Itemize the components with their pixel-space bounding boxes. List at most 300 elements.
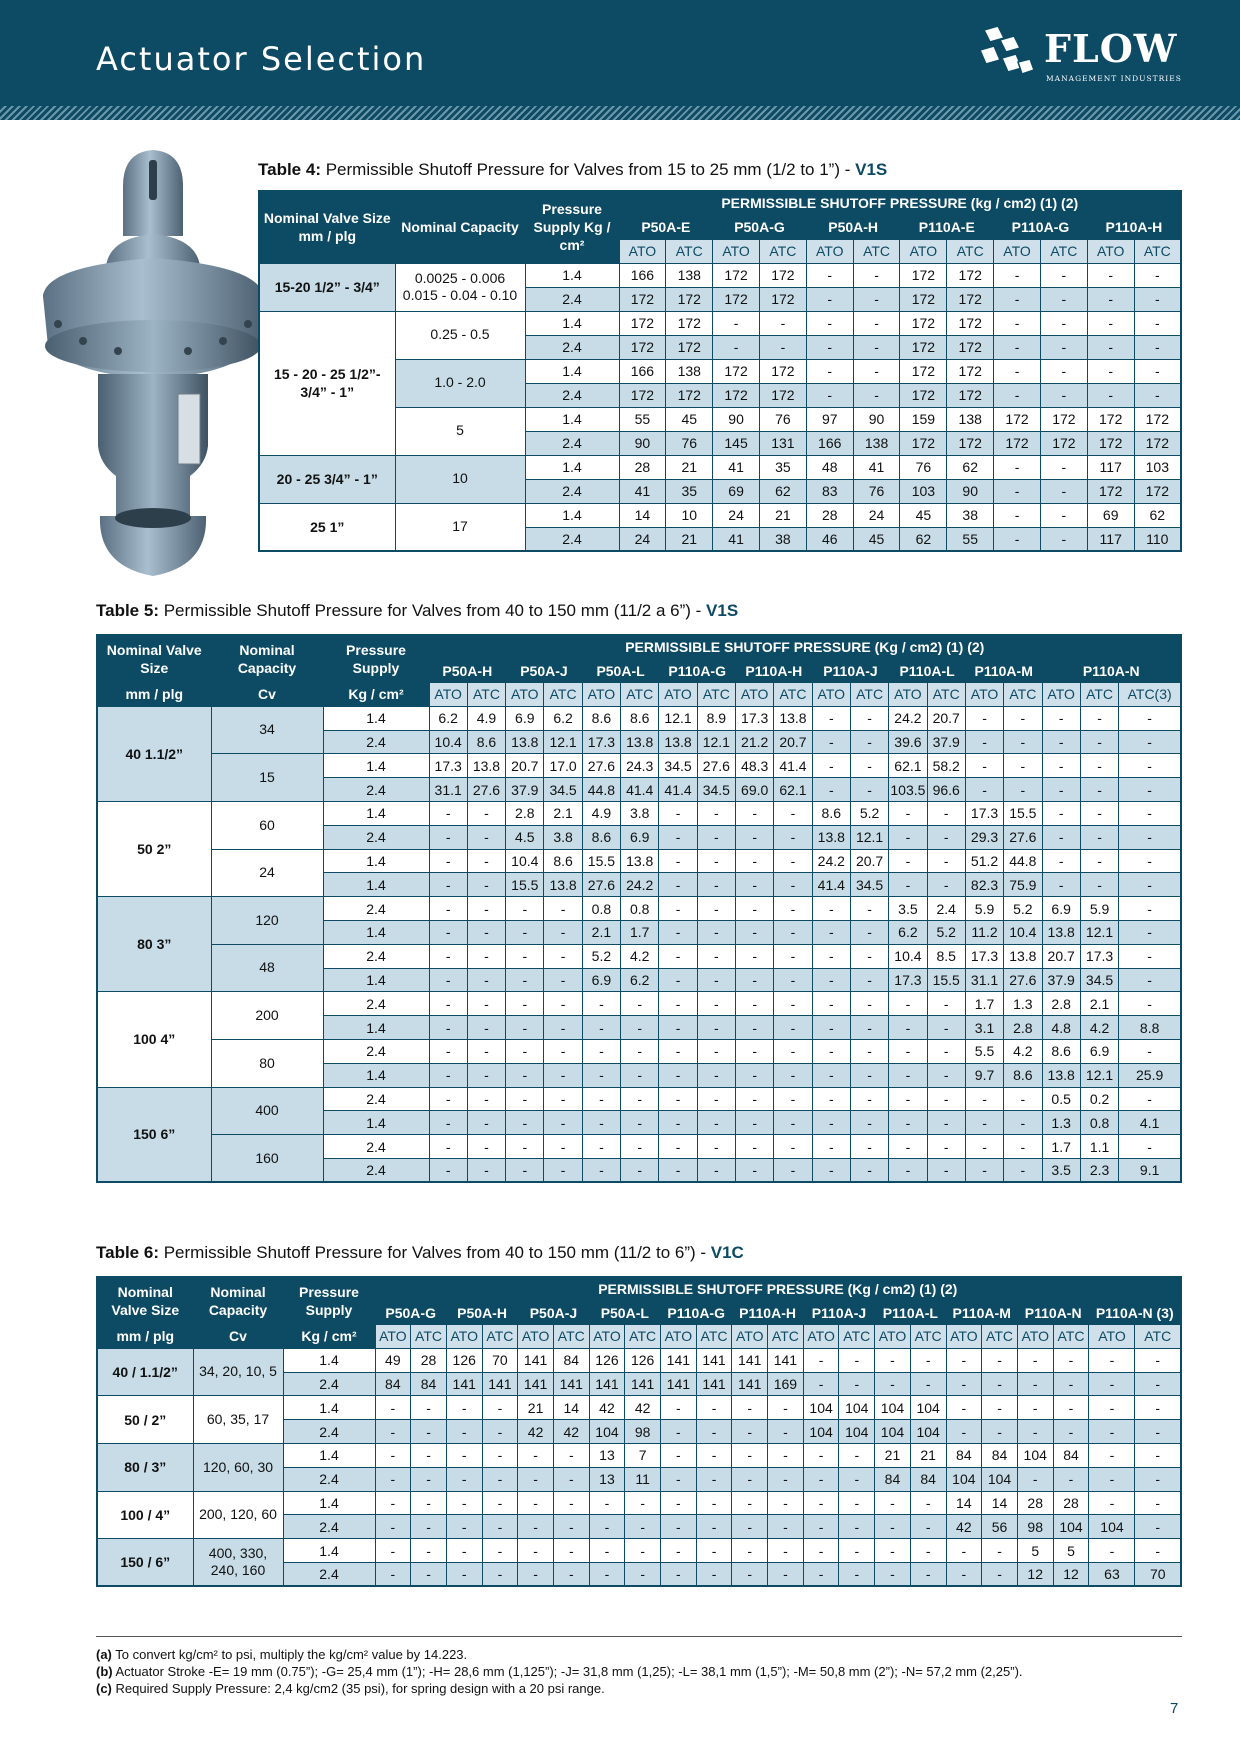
- value-cell: -: [1119, 849, 1181, 873]
- value-cell: -: [1087, 383, 1134, 407]
- value-cell: -: [1042, 802, 1080, 826]
- size-cell: 100 4”: [97, 992, 211, 1087]
- capacity-cell: 0.25 - 0.5: [395, 311, 525, 359]
- value-cell: 138: [666, 263, 713, 287]
- value-cell: 10.4: [506, 849, 544, 873]
- value-cell: -: [659, 944, 697, 968]
- supply-cell: 1.4: [283, 1539, 375, 1563]
- value-cell: -: [467, 1111, 505, 1135]
- value-cell: 5.9: [965, 897, 1003, 921]
- value-cell: -: [736, 1135, 774, 1159]
- value-cell: -: [994, 383, 1041, 407]
- value-cell: -: [875, 1348, 911, 1372]
- value-cell: -: [1017, 1348, 1053, 1372]
- value-cell: -: [518, 1444, 554, 1468]
- value-cell: 172: [666, 383, 713, 407]
- value-cell: -: [375, 1515, 411, 1539]
- value-cell: 20.7: [927, 706, 965, 730]
- value-cell: -: [768, 1515, 804, 1539]
- value-cell: 8.6: [1004, 1063, 1042, 1087]
- value-cell: 0.8: [582, 897, 620, 921]
- value-cell: -: [659, 1040, 697, 1064]
- value-cell: -: [774, 921, 812, 945]
- value-cell: 12.1: [1080, 1063, 1118, 1087]
- value-cell: 103: [900, 479, 947, 503]
- col-size-header: Nominal Valve Size: [97, 635, 211, 683]
- value-cell: -: [1042, 754, 1080, 778]
- value-cell: -: [1004, 778, 1042, 802]
- value-cell: 5: [1053, 1539, 1089, 1563]
- value-cell: 45: [666, 407, 713, 431]
- table-row: [97, 944, 1181, 968]
- capacity-cell: 120: [211, 897, 323, 945]
- model-header: P50A-J: [506, 659, 583, 683]
- value-cell: -: [553, 1444, 589, 1468]
- value-cell: 62.1: [774, 778, 812, 802]
- action-header: ATO: [506, 683, 544, 707]
- supply-cell: 2.4: [525, 479, 619, 503]
- value-cell: 12: [1053, 1563, 1089, 1587]
- supply-cell: 1.4: [323, 921, 429, 945]
- value-cell: 172: [947, 287, 994, 311]
- value-cell: -: [774, 825, 812, 849]
- value-cell: 8.8: [1119, 1016, 1181, 1040]
- value-cell: -: [982, 1420, 1018, 1444]
- value-cell: -: [506, 1135, 544, 1159]
- value-cell: 172: [947, 335, 994, 359]
- value-cell: -: [768, 1539, 804, 1563]
- capacity-cell: 17: [395, 503, 525, 551]
- value-cell: -: [429, 897, 467, 921]
- value-cell: -: [697, 944, 735, 968]
- value-cell: -: [697, 825, 735, 849]
- value-cell: -: [1089, 1348, 1135, 1372]
- value-cell: 62: [1134, 503, 1181, 527]
- supply-cell: 1.4: [323, 849, 429, 873]
- action-header: ATC: [625, 1325, 661, 1349]
- value-cell: -: [850, 778, 888, 802]
- capacity-cell: 80: [211, 1040, 323, 1088]
- value-cell: -: [1134, 287, 1181, 311]
- page-number: 7: [1170, 1700, 1179, 1717]
- supply-cell: 2.4: [283, 1372, 375, 1396]
- value-cell: 141: [661, 1348, 697, 1372]
- value-cell: 41: [619, 479, 666, 503]
- supply-cell: 2.4: [525, 383, 619, 407]
- value-cell: 21: [518, 1396, 554, 1420]
- action-header: ATO: [659, 683, 697, 707]
- table4-caption: Table 4: Permissible Shutoff Pressure for Valves from 15 to 25 mm (1/2 to 1”) - V1S: [258, 160, 888, 179]
- value-cell: 2.3: [1080, 1159, 1118, 1183]
- value-cell: -: [1017, 1420, 1053, 1444]
- value-cell: -: [1040, 335, 1087, 359]
- value-cell: -: [736, 825, 774, 849]
- value-cell: -: [411, 1563, 447, 1587]
- size-cell: 80 3”: [97, 897, 211, 992]
- value-cell: -: [1053, 1348, 1089, 1372]
- value-cell: 13.8: [544, 873, 582, 897]
- pressure-group-header: PERMISSIBLE SHUTOFF PRESSURE (Kg / cm2) (1) (2): [429, 635, 1181, 659]
- value-cell: 41.4: [621, 778, 659, 802]
- value-cell: 28: [806, 503, 853, 527]
- action-header: ATC: [544, 683, 582, 707]
- capacity-cell: 5: [395, 407, 525, 455]
- capacity-cell: 60, 35, 17: [193, 1396, 283, 1444]
- value-cell: -: [429, 873, 467, 897]
- value-cell: -: [910, 1491, 946, 1515]
- value-cell: -: [467, 1016, 505, 1040]
- value-cell: 172: [713, 287, 760, 311]
- action-header: ATO: [619, 239, 666, 263]
- value-cell: -: [544, 1111, 582, 1135]
- value-cell: -: [982, 1372, 1018, 1396]
- action-header: ATO: [1087, 239, 1134, 263]
- action-header: ATO: [889, 683, 927, 707]
- supply-cell: 1.4: [323, 1063, 429, 1087]
- supply-cell: 1.4: [323, 802, 429, 826]
- supply-cell: 1.4: [323, 968, 429, 992]
- value-cell: 169: [768, 1372, 804, 1396]
- capacity-cell: 48: [211, 944, 323, 992]
- value-cell: -: [661, 1444, 697, 1468]
- value-cell: 98: [1017, 1515, 1053, 1539]
- value-cell: -: [589, 1563, 625, 1587]
- value-cell: -: [736, 802, 774, 826]
- value-cell: 4.2: [1080, 1016, 1118, 1040]
- value-cell: 76: [900, 455, 947, 479]
- value-cell: -: [1119, 802, 1181, 826]
- action-header: ATC: [1135, 1325, 1181, 1349]
- value-cell: 0.2: [1080, 1087, 1118, 1111]
- value-cell: -: [850, 1159, 888, 1183]
- value-cell: 6.2: [544, 706, 582, 730]
- value-cell: -: [429, 1111, 467, 1135]
- value-cell: 166: [619, 263, 666, 287]
- value-cell: -: [732, 1467, 768, 1491]
- value-cell: 172: [1134, 407, 1181, 431]
- action-header: ATC: [927, 683, 965, 707]
- value-cell: -: [697, 1135, 735, 1159]
- value-cell: 24.3: [621, 754, 659, 778]
- value-cell: 42: [625, 1396, 661, 1420]
- value-cell: -: [889, 825, 927, 849]
- value-cell: -: [1135, 1515, 1181, 1539]
- value-cell: -: [1087, 263, 1134, 287]
- value-cell: -: [1089, 1420, 1135, 1444]
- table-row: [259, 455, 1181, 479]
- value-cell: 17.3: [582, 730, 620, 754]
- model-header: P50A-J: [518, 1301, 589, 1325]
- value-cell: -: [839, 1444, 875, 1468]
- value-cell: 9.1: [1119, 1159, 1181, 1183]
- value-cell: 103: [1134, 455, 1181, 479]
- value-cell: 90: [853, 407, 900, 431]
- value-cell: -: [875, 1515, 911, 1539]
- value-cell: -: [506, 1040, 544, 1064]
- value-cell: -: [697, 968, 735, 992]
- model-header: P110A-L: [875, 1301, 946, 1325]
- value-cell: 9.7: [965, 1063, 1003, 1087]
- value-cell: 8.6: [621, 706, 659, 730]
- action-header: ATO: [429, 683, 467, 707]
- cubes-icon: [972, 24, 1036, 84]
- table-row: [259, 263, 1181, 287]
- value-cell: -: [697, 1063, 735, 1087]
- supply-cell: 1.4: [323, 1016, 429, 1040]
- value-cell: 1.3: [1004, 992, 1042, 1016]
- model-header: P110A-G: [659, 659, 736, 683]
- capacity-cell: 15: [211, 754, 323, 802]
- value-cell: -: [839, 1491, 875, 1515]
- value-cell: -: [1053, 1372, 1089, 1396]
- value-cell: -: [982, 1348, 1018, 1372]
- value-cell: 27.6: [467, 778, 505, 802]
- value-cell: -: [806, 359, 853, 383]
- action-header: ATO: [375, 1325, 411, 1349]
- value-cell: -: [736, 1111, 774, 1135]
- value-cell: 172: [1087, 407, 1134, 431]
- value-cell: 2.1: [582, 921, 620, 945]
- value-cell: -: [1080, 706, 1118, 730]
- value-cell: 58.2: [927, 754, 965, 778]
- value-cell: 172: [900, 287, 947, 311]
- value-cell: 172: [1134, 479, 1181, 503]
- footnote-a: (a) To convert kg/cm² to psi, multiply the kg/cm² value by 14.223.: [96, 1647, 468, 1662]
- value-cell: 31.1: [429, 778, 467, 802]
- value-cell: -: [839, 1563, 875, 1587]
- supply-cell: 1.4: [283, 1348, 375, 1372]
- value-cell: -: [927, 1040, 965, 1064]
- value-cell: 28: [1017, 1491, 1053, 1515]
- value-cell: -: [812, 1063, 850, 1087]
- model-header: P110A-N (3): [1089, 1301, 1181, 1325]
- value-cell: -: [696, 1420, 732, 1444]
- value-cell: -: [659, 1063, 697, 1087]
- table-row: [97, 1087, 1181, 1111]
- value-cell: -: [696, 1539, 732, 1563]
- value-cell: -: [375, 1444, 411, 1468]
- value-cell: -: [482, 1491, 518, 1515]
- value-cell: 5.2: [927, 921, 965, 945]
- value-cell: -: [850, 706, 888, 730]
- value-cell: -: [1053, 1396, 1089, 1420]
- value-cell: -: [1040, 287, 1087, 311]
- table-row: [97, 754, 1181, 778]
- action-header: ATC(3): [1119, 683, 1181, 707]
- value-cell: 172: [947, 359, 994, 383]
- value-cell: -: [853, 311, 900, 335]
- value-cell: 24.2: [889, 706, 927, 730]
- value-cell: -: [1004, 730, 1042, 754]
- action-header: ATC: [621, 683, 659, 707]
- value-cell: -: [889, 1111, 927, 1135]
- supply-cell: 1.4: [283, 1444, 375, 1468]
- capacity-cell: 120, 60, 30: [193, 1444, 283, 1492]
- value-cell: 172: [1134, 431, 1181, 455]
- value-cell: -: [1080, 873, 1118, 897]
- value-cell: -: [429, 1087, 467, 1111]
- action-header: ATC: [482, 1325, 518, 1349]
- col-capacity-header: Nominal Capacity: [395, 191, 525, 263]
- value-cell: 21: [666, 455, 713, 479]
- value-cell: -: [806, 263, 853, 287]
- supply-cell: 1.4: [525, 455, 619, 479]
- value-cell: 141: [589, 1372, 625, 1396]
- value-cell: -: [467, 944, 505, 968]
- model-header: P50A-H: [806, 215, 900, 239]
- value-cell: 46: [806, 527, 853, 551]
- value-cell: -: [482, 1539, 518, 1563]
- action-header: ATO: [518, 1325, 554, 1349]
- value-cell: -: [582, 1135, 620, 1159]
- notes-divider: [96, 1636, 1182, 1637]
- value-cell: -: [1135, 1372, 1181, 1396]
- value-cell: 10.4: [1004, 921, 1042, 945]
- supply-cell: 2.4: [525, 287, 619, 311]
- value-cell: -: [467, 1135, 505, 1159]
- value-cell: 42: [518, 1420, 554, 1444]
- value-cell: 34.5: [659, 754, 697, 778]
- value-cell: 39.6: [889, 730, 927, 754]
- value-cell: -: [411, 1420, 447, 1444]
- value-cell: -: [994, 527, 1041, 551]
- value-cell: 17.3: [736, 706, 774, 730]
- value-cell: 13.8: [467, 754, 505, 778]
- action-header: ATO: [1089, 1325, 1135, 1349]
- value-cell: -: [732, 1420, 768, 1444]
- value-cell: 104: [875, 1420, 911, 1444]
- value-cell: 8.6: [544, 849, 582, 873]
- value-cell: -: [812, 754, 850, 778]
- value-cell: -: [697, 1016, 735, 1040]
- value-cell: -: [1004, 1087, 1042, 1111]
- value-cell: 28: [411, 1348, 447, 1372]
- value-cell: -: [803, 1563, 839, 1587]
- value-cell: -: [965, 1159, 1003, 1183]
- model-header: P110A-M: [946, 1301, 1017, 1325]
- value-cell: -: [839, 1467, 875, 1491]
- value-cell: 104: [839, 1396, 875, 1420]
- value-cell: -: [621, 1087, 659, 1111]
- value-cell: -: [506, 1016, 544, 1040]
- value-cell: 141: [482, 1372, 518, 1396]
- value-cell: -: [429, 1063, 467, 1087]
- value-cell: -: [994, 287, 1041, 311]
- value-cell: 172: [1040, 431, 1087, 455]
- value-cell: -: [732, 1396, 768, 1420]
- value-cell: -: [850, 1087, 888, 1111]
- value-cell: 172: [1087, 479, 1134, 503]
- value-cell: 166: [619, 359, 666, 383]
- value-cell: -: [544, 1135, 582, 1159]
- capacity-cell: 1.0 - 2.0: [395, 359, 525, 407]
- value-cell: -: [553, 1515, 589, 1539]
- value-cell: 117: [1087, 455, 1134, 479]
- value-cell: 104: [839, 1420, 875, 1444]
- value-cell: 98: [625, 1420, 661, 1444]
- value-cell: 3.1: [965, 1016, 1003, 1040]
- value-cell: -: [803, 1539, 839, 1563]
- action-header: ATO: [875, 1325, 911, 1349]
- value-cell: 12: [1017, 1563, 1053, 1587]
- value-cell: 42: [946, 1515, 982, 1539]
- value-cell: -: [1004, 706, 1042, 730]
- value-cell: 117: [1087, 527, 1134, 551]
- value-cell: -: [446, 1515, 482, 1539]
- action-header: ATO: [732, 1325, 768, 1349]
- value-cell: -: [1119, 968, 1181, 992]
- value-cell: -: [732, 1515, 768, 1539]
- value-cell: -: [982, 1539, 1018, 1563]
- value-cell: -: [659, 968, 697, 992]
- value-cell: -: [1135, 1348, 1181, 1372]
- value-cell: 145: [713, 431, 760, 455]
- capacity-cell: 24: [211, 849, 323, 897]
- valve-actuator-image: [28, 146, 268, 586]
- value-cell: -: [582, 1016, 620, 1040]
- value-cell: 5: [1017, 1539, 1053, 1563]
- action-header: ATC: [697, 683, 735, 707]
- value-cell: -: [774, 802, 812, 826]
- value-cell: -: [965, 706, 1003, 730]
- value-cell: -: [1134, 335, 1181, 359]
- supply-cell: 1.4: [323, 1111, 429, 1135]
- value-cell: -: [927, 873, 965, 897]
- value-cell: -: [806, 287, 853, 311]
- value-cell: -: [1040, 527, 1087, 551]
- value-cell: -: [467, 825, 505, 849]
- value-cell: 24: [619, 527, 666, 551]
- value-cell: -: [518, 1467, 554, 1491]
- value-cell: 6.9: [621, 825, 659, 849]
- value-cell: -: [1119, 992, 1181, 1016]
- value-cell: 141: [768, 1348, 804, 1372]
- value-cell: 172: [713, 383, 760, 407]
- value-cell: 0.8: [1080, 1111, 1118, 1135]
- value-cell: -: [446, 1420, 482, 1444]
- value-cell: -: [774, 992, 812, 1016]
- value-cell: -: [889, 992, 927, 1016]
- value-cell: -: [1089, 1539, 1135, 1563]
- value-cell: -: [697, 873, 735, 897]
- value-cell: -: [482, 1467, 518, 1491]
- value-cell: -: [696, 1444, 732, 1468]
- value-cell: -: [994, 311, 1041, 335]
- table-row: [97, 1040, 1181, 1064]
- value-cell: 24.2: [812, 849, 850, 873]
- value-cell: 27.6: [1004, 825, 1042, 849]
- value-cell: 172: [900, 383, 947, 407]
- table-6: [96, 1276, 1182, 1587]
- value-cell: -: [659, 802, 697, 826]
- value-cell: 141: [518, 1372, 554, 1396]
- capacity-cell: 60: [211, 802, 323, 850]
- value-cell: -: [994, 455, 1041, 479]
- action-header: ATO: [994, 239, 1041, 263]
- value-cell: -: [467, 921, 505, 945]
- value-cell: -: [659, 1016, 697, 1040]
- value-cell: 21: [910, 1444, 946, 1468]
- value-cell: -: [697, 921, 735, 945]
- size-cell: 50 2”: [97, 802, 211, 897]
- value-cell: 172: [1040, 407, 1087, 431]
- value-cell: -: [1134, 383, 1181, 407]
- value-cell: -: [803, 1467, 839, 1491]
- value-cell: -: [446, 1491, 482, 1515]
- value-cell: -: [467, 1040, 505, 1064]
- value-cell: 126: [589, 1348, 625, 1372]
- value-cell: -: [467, 897, 505, 921]
